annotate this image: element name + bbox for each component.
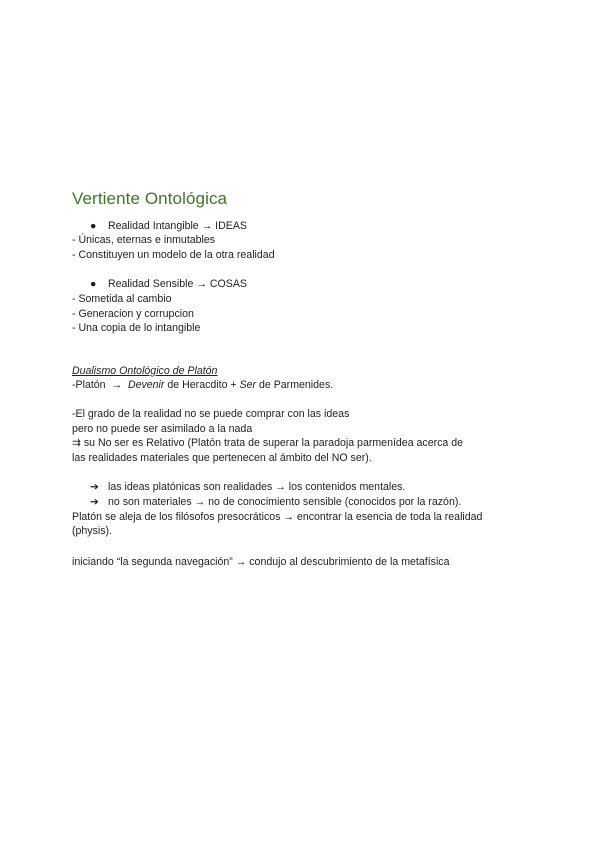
list-item	[90, 496, 461, 509]
list-item: - Constituyen un modelo de la otra realidad	[72, 249, 275, 261]
arrow-icon: ➔	[90, 481, 99, 493]
section-subtitle: Dualismo Ontológico de Platón	[72, 365, 218, 377]
paragraph-line: las realidades materiales que pertenecen al ámbito del NO ser).	[72, 452, 372, 464]
list-item: - Únicas, eternas e inmutables	[72, 234, 216, 246]
paragraph-line: Platón se aleja de los filósofos presocráticos → encontrar la esencia de toda la realidad	[72, 511, 483, 523]
arrow-icon: ➔	[90, 496, 99, 508]
section-heading: Realidad Intangible → IDEAS	[108, 220, 247, 232]
text-span: Ser	[239, 379, 257, 391]
text-span: de Heracdito +	[164, 379, 240, 391]
paragraph-line: -El grado de la realidad no se puede comprar con las ideas	[72, 408, 350, 420]
page-title: Vertiente Ontológica	[72, 189, 228, 208]
paragraph-line: (physis).	[72, 525, 113, 537]
list-item: - Generacion y corrupcion	[72, 308, 194, 320]
list-item	[90, 481, 405, 494]
dualismo-line	[72, 379, 333, 392]
bullet-icon: ●	[90, 220, 97, 232]
text-span: de Parmenides.	[256, 379, 334, 391]
section-heading: Realidad Sensible → COSAS	[108, 278, 247, 290]
paragraph-line: iniciando “la segunda navegación” → condujo al descubrimiento de la metafísica	[72, 556, 450, 568]
paragraph-line: pero no puede ser asimilado a la nada	[72, 423, 253, 435]
list-item	[90, 220, 247, 233]
paragraph-line: ⇉ su No ser es Relativo (Platón trata de superar la paradoja parmenídea acerca de	[72, 437, 464, 449]
text-span: Devenir	[127, 379, 165, 391]
list-item	[90, 278, 247, 291]
list-item: - Sometida al cambio	[72, 293, 172, 305]
list-item-text: las ideas platónicas son realidades → los contenidos mentales.	[108, 481, 406, 493]
text-span: -Platón →	[72, 379, 128, 391]
list-item: - Una copia de lo intangible	[72, 322, 201, 334]
list-item-text: no son materiales → no de conocimiento sensible (conocidos por la razón).	[108, 496, 462, 508]
bullet-icon: ●	[90, 278, 97, 290]
